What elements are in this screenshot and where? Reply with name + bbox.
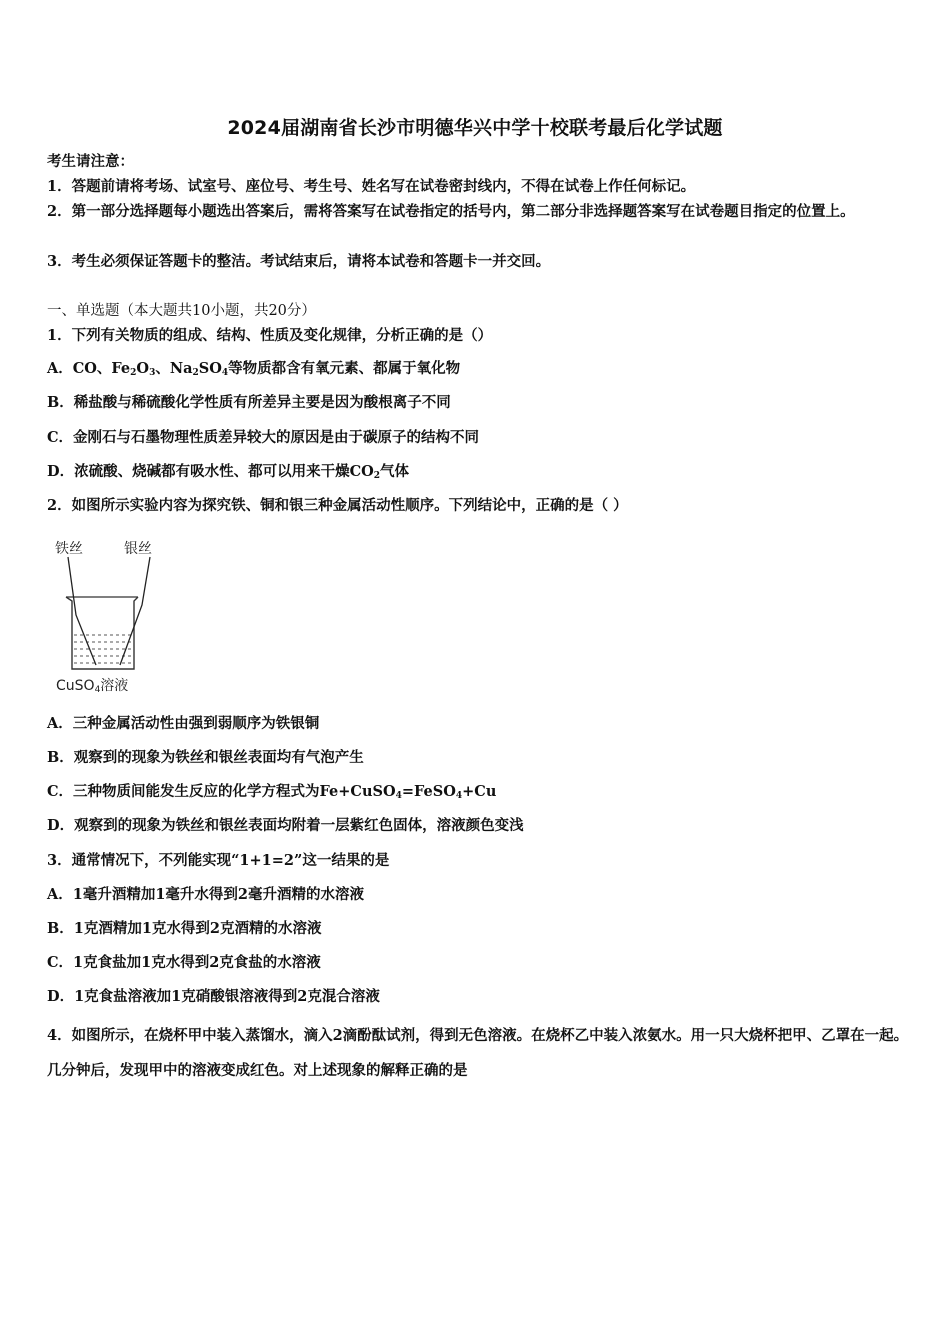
notice-item-2: 2．第一部分选择题每小题选出答案后，需将答案写在试卷指定的括号内，第二部分非选择题答案写在试卷题目指定的位置上。 [47, 203, 855, 220]
question-3-option-b: B．1克酒精加1克水得到2克酒精的水溶液 [47, 920, 322, 937]
question-2-option-a: A．三种金属活动性由强到弱顺序为铁银铜 [47, 715, 320, 732]
question-3-stem: 3．通常情况下，不列能实现“1+1=2”这一结果的是 [47, 852, 390, 869]
silver-wire-label: 银丝 [124, 541, 152, 557]
notice-item-1: 1．答题前请将考场、试室号、座位号、考生号、姓名写在试卷密封线内，不得在试卷上作任何标记。 [47, 178, 696, 195]
question-1-stem: 1．下列有关物质的组成、结构、性质及变化规律，分析正确的是（） [47, 327, 493, 344]
question-4-stem: 4．如图所示，在烧杯甲中装入蒸馏水，滴入2滴酚酞试剂，得到无色溶液。在烧杯乙中装入浓氨水。用一只大烧杯把甲、乙罩在一起。几分钟后，发现甲中的溶液变成红色。对上述现象的解释正确的是 [47, 1027, 909, 1079]
question-3-option-d: D．1克食盐溶液加1克硝酸银溶液得到2克混合溶液 [47, 988, 380, 1005]
question-2-option-b: B．观察到的现象为铁丝和银丝表面均有气泡产生 [47, 749, 364, 766]
page-title: 2024届湖南省长沙市明德华兴中学十校联考最后化学试题 [227, 117, 723, 139]
question-2-stem: 2．如图所示实验内容为探究铁、铜和银三种金属活动性顺序。下列结论中，正确的是（ ） [47, 497, 628, 514]
question-1-option-c: C．金刚石与石墨物理性质差异较大的原因是由于碳原子的结构不同 [47, 429, 480, 446]
question-1-option-a: A．CO、$Fe_2O_3$、$Na_2SO_4$等物质都含有氧元素、都属于氧化物 [47, 360, 461, 378]
question-3-option-a: A．1毫升酒精加1毫升水得到2毫升酒精的水溶液 [47, 886, 365, 903]
beaker-outline [66, 597, 138, 669]
beaker-experiment-figure [50, 535, 170, 700]
solution-label: CuSO4溶液 [56, 678, 129, 695]
question-1-option-d: D．浓硫酸、烧碱都有吸水性、都可以用来干燥$CO_2$气体 [47, 463, 410, 481]
notice-item-3: 3．考生必须保证答题卡的整洁。考试结束后，请将本试卷和答题卡一并交回。 [47, 253, 551, 270]
iron-wire-label: 铁丝 [55, 541, 83, 557]
question-2-option-c: C．三种物质间能发生反应的化学方程式为Fe+CuSO$_4$=FeSO$_4$+Cu [47, 783, 497, 801]
question-1-option-b: B．稀盐酸与稀硫酸化学性质有所差异主要是因为酸根离子不同 [47, 394, 451, 411]
question-3-option-c: C．1克食盐加1克水得到2克食盐的水溶液 [47, 954, 321, 971]
section-heading: 一、单选题（本大题共10小题，共20分） [47, 303, 316, 319]
question-2-option-d: D．观察到的现象为铁丝和银丝表面均附着一层紫红色固体，溶液颜色变浅 [47, 817, 524, 834]
solution-liquid [74, 635, 132, 663]
notice-heading: 考生请注意： [47, 153, 134, 170]
